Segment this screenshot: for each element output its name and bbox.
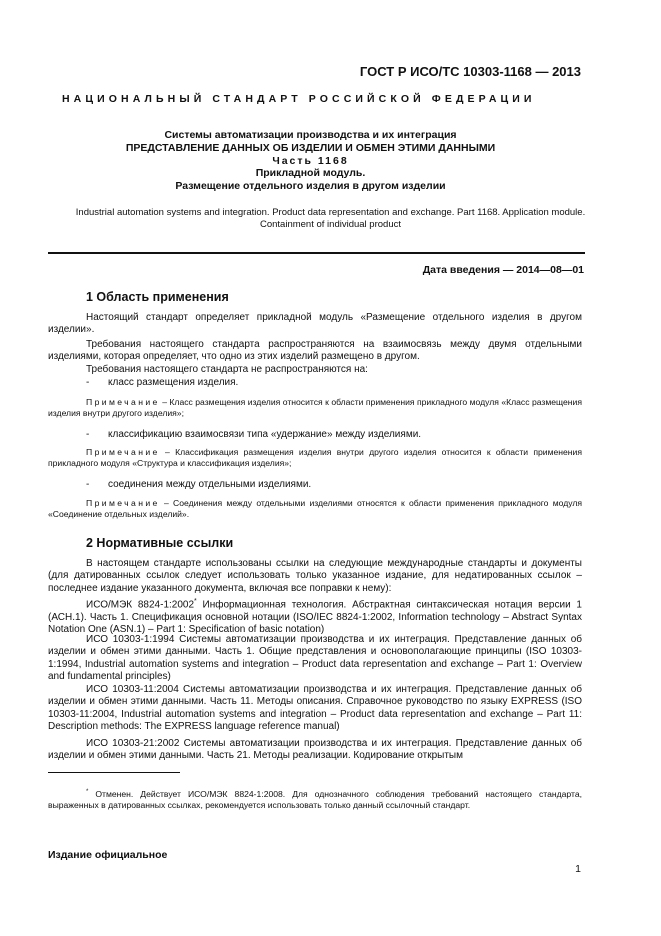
title-divider — [48, 252, 585, 254]
national-standard-banner: НАЦИОНАЛЬНЫЙ СТАНДАРТ РОССИЙСКОЙ ФЕДЕРАЦИИ — [62, 93, 536, 105]
title-line-5: Размещение отдельного изделия в другом изделии — [175, 180, 446, 193]
list-dash: - — [86, 377, 90, 388]
note-label: Примечание — [86, 447, 160, 457]
title-line-part: Часть 1168 — [272, 154, 349, 167]
section-1-paragraph-2: Требования настоящего стандарта распространяются на взаимосвязь между двумя отдельными изделиями, которая определяет, что одно из этих изделий размещено в другом. — [48, 339, 582, 363]
reference-iso-10303-11: ИСО 10303-11:2004 Системы автоматизации производства и их интеграция. Представление данных об изделии и обмен этими данными. Часть 11. Методы описания. Справочное руководство по языку EXPRESS (ISO 10303-11:2004, Industrial automation systems and integration – Product data representation and exchange – Part 11: Description methods: The EXPRESS language reference manual) — [48, 684, 582, 733]
list-dash: - — [86, 429, 90, 440]
section-1-paragraph-1: Настоящий стандарт определяет прикладной модуль «Размещение отдельного изделия в другом изделии». — [48, 312, 582, 336]
gost-number: ГОСТ Р ИСО/ТС 10303-1168 — 2013 — [359, 64, 581, 79]
note-text: – Класс размещения изделия относится к области применения прикладного модуля «Класс размещения изделия внутри другого изделия»; — [48, 397, 582, 418]
list-item-text: классификацию взаимосвязи типа «удержание» между изделиями. — [108, 429, 422, 440]
document-title — [40, 129, 581, 193]
reference-text: Информационная технология. Абстрактная синтаксическая нотация версии 1 (АСН.1). Часть 1. Спецификация основной нотации (ISO/IEC 8824-1:2002, Information technology – Abstract Syntax Notation One (ASN.1) – Part 1: Specification of basic notation) — [48, 599, 582, 636]
official-edition-label: Издание официальное — [48, 849, 168, 861]
footnote-marker: * — [194, 598, 197, 605]
introduction-date: Дата введения — 2014—08—01 — [422, 264, 584, 276]
note-label: Примечание — [86, 498, 160, 508]
title-line-4: Прикладной модуль. — [255, 167, 366, 180]
title-line-1: Системы автоматизации производства и их интеграция — [164, 129, 457, 141]
section-2-paragraph-1: В настоящем стандарте использованы ссылки на следующие международные стандарты и документы (для датированных ссылок следует использовать только указанное издание, для недатированных ссылок – последнее издание указанного документа, включая все поправки к нему): — [48, 558, 582, 594]
footnote-divider — [48, 772, 180, 773]
reference-iso-iec-8824-1 — [48, 596, 582, 637]
note-2 — [48, 447, 582, 469]
section-2-heading: 2 Нормативные ссылки — [86, 536, 234, 550]
reference-iso-10303-21: ИСО 10303-21:2002 Системы автоматизации производства и их интеграция. Представление данных об изделии и обмен этими данными. Часть 21. Методы реализации. Кодирование открытым — [48, 738, 582, 762]
note-3 — [48, 498, 582, 520]
note-text: – Классификация размещения изделия внутри другого изделия относится к области применения прикладного модуля «Структура и классификация изделия»; — [48, 447, 582, 468]
note-1 — [48, 397, 582, 419]
reference-code: ИСО/МЭК 8824-1:2002 — [86, 599, 195, 611]
page-number: 1 — [575, 863, 581, 875]
list-item-text: класс размещения изделия. — [108, 377, 239, 388]
footnote — [48, 787, 582, 811]
footnote-text: Отменен. Действует ИСО/МЭК 8824-1:2008. Для однозначного соблюдения требований настоящего стандарта, выраженных в датированных ссылках, рекомендуется использовать только данный ссылочный стандарт. — [48, 788, 582, 810]
section-1-paragraph-3: Требования настоящего стандарта не распространяются на: — [86, 364, 368, 375]
section-1-heading: 1 Область применения — [86, 290, 229, 304]
note-label: Примечание — [86, 397, 160, 407]
note-text: – Соединения между отдельными изделиями относятся к области применения прикладного модуля «Соединение отдельных изделий». — [48, 498, 582, 519]
list-dash: - — [86, 479, 90, 490]
footnote-marker: * — [86, 789, 89, 795]
english-title: Industrial automation systems and integration. Product data representation and exchange. Part 1168. Application module. Containment of individual product — [75, 207, 586, 230]
list-item — [86, 479, 582, 491]
title-line-2: ПРЕДСТАВЛЕНИЕ ДАННЫХ ОБ ИЗДЕЛИИ И ОБМЕН ЭТИМИ ДАННЫМИ — [125, 141, 496, 154]
list-item — [86, 377, 582, 389]
list-item-text: соединения между отдельными изделиями. — [108, 479, 312, 490]
list-item — [86, 429, 582, 441]
reference-iso-10303-1: ИСО 10303-1:1994 Системы автоматизации производства и их интеграция. Представление данных об изделии и обмен этими данными. Часть 1. Общие представления и основополагающие принципы (ISO 10303-1:1994, Industrial automation systems and integration – Product data representation and exchange – Part 1: Overview and fundamental principles) — [48, 634, 582, 683]
